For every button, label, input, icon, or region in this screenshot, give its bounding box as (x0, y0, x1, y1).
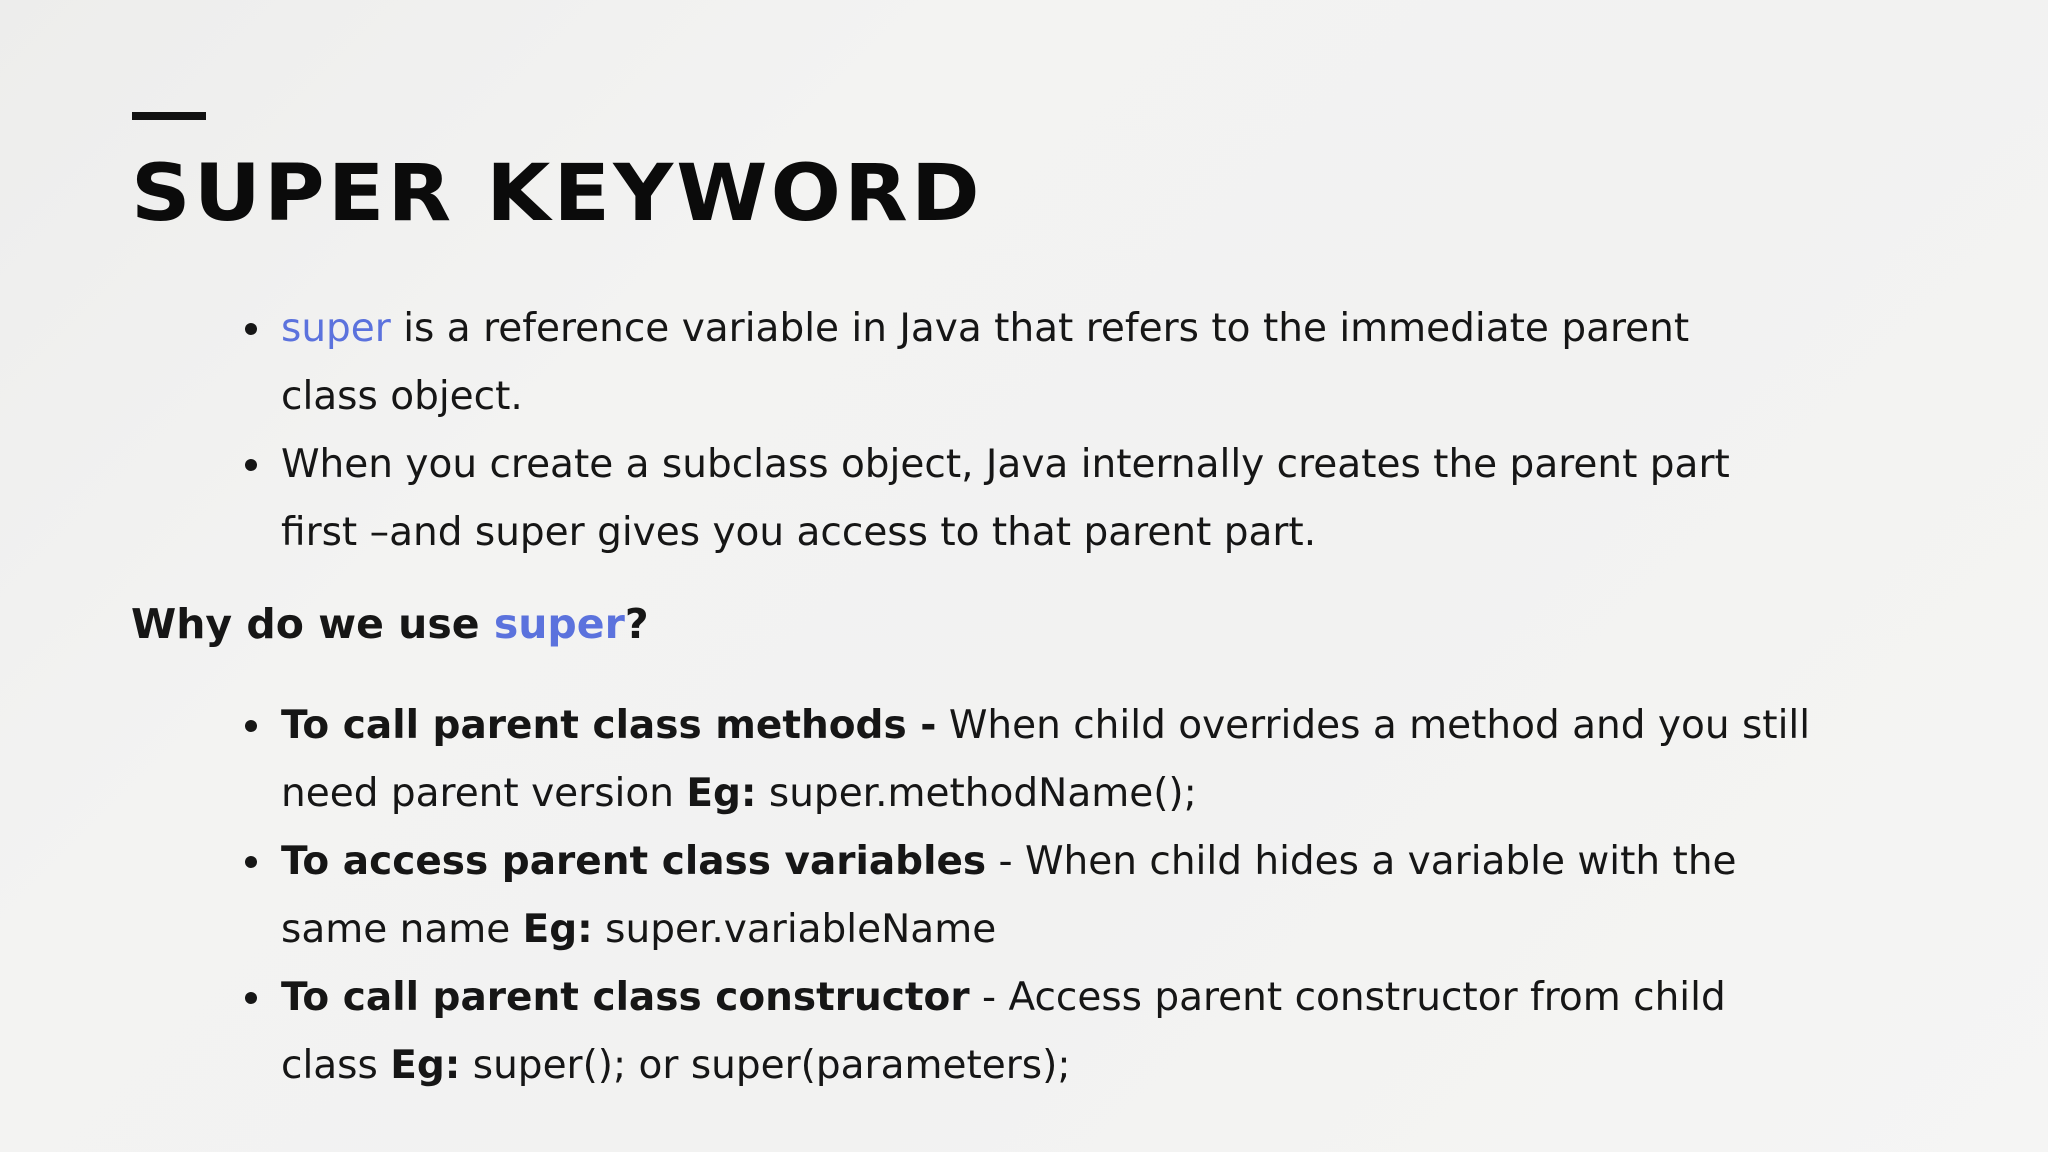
subheading-prefix: Why do we use (131, 600, 494, 648)
subheading-suffix: ? (624, 600, 649, 648)
use-item-constructor (233, 964, 1993, 1100)
use-description-cont: class (281, 1043, 391, 1088)
use-item-variables (233, 828, 1993, 964)
intro-item-definition (233, 295, 1993, 431)
definition-text-line1: is a reference variable in Java that refers to the immediate parent (390, 306, 1690, 351)
subheading-keyword: super (493, 600, 625, 648)
uses-list (233, 692, 1993, 1100)
intro-list (233, 295, 1993, 567)
slide-title: SUPER KEYWORD (131, 149, 983, 239)
eg-label: Eg: (390, 1043, 461, 1088)
code-example: super.methodName(); (756, 771, 1197, 816)
use-description: - Access parent constructor from child (969, 975, 1726, 1020)
super-keyword: super (281, 306, 391, 351)
use-item-methods (233, 692, 1993, 828)
use-description: When child overrides a method and you still (936, 703, 1811, 748)
intro-item-subclass (233, 431, 1993, 567)
subclass-text-line1: When you create a subclass object, Java internally creates the parent part (281, 442, 1730, 487)
use-description-cont: need parent version (281, 771, 687, 816)
why-use-super-heading (131, 594, 649, 654)
eg-label: Eg: (522, 907, 593, 952)
use-heading: To access parent class variables (281, 839, 987, 884)
use-description-cont: same name (281, 907, 523, 952)
use-heading: To call parent class constructor (281, 975, 970, 1020)
code-example: super.variableName (592, 907, 997, 952)
use-heading: To call parent class methods - (281, 703, 937, 748)
use-description: - When child hides a variable with the (986, 839, 1737, 884)
eg-label: Eg: (686, 771, 757, 816)
code-example: super(); or super(parameters); (460, 1043, 1071, 1088)
subclass-text-line2: first –and super gives you access to that parent part. (281, 510, 1317, 555)
title-accent-bar (132, 112, 206, 120)
definition-text-line2: class object. (281, 374, 523, 419)
